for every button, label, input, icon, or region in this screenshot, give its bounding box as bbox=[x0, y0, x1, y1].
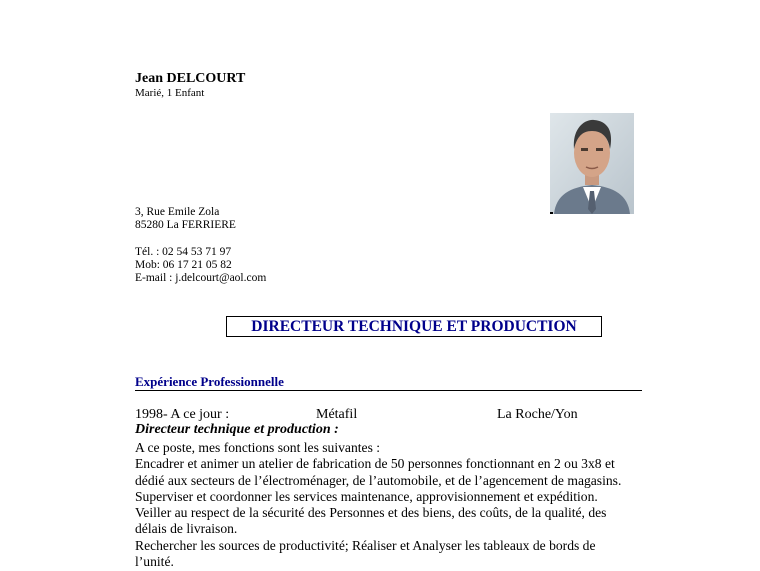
mobile: Mob: 06 17 21 05 82 bbox=[135, 259, 232, 271]
description-line: Rechercher les sources de productivité; Réaliser et Analyser les tableaux de bords de bbox=[135, 537, 596, 553]
marital-status: Marié, 1 Enfant bbox=[135, 87, 205, 99]
portrait-photo bbox=[550, 113, 634, 214]
description-line: Veiller au respect de la sécurité des Personnes et des biens, des coûts, de la qualité, des bbox=[135, 505, 607, 521]
section-title-experience: Expérience Professionnelle bbox=[135, 374, 284, 389]
description-line: délais de livraison. bbox=[135, 521, 238, 537]
experience-location: La Roche/Yon bbox=[497, 407, 578, 422]
email: E-mail : j.delcourt@aol.com bbox=[135, 272, 267, 284]
description-line: A ce poste, mes fonctions sont les suivantes : bbox=[135, 440, 381, 455]
address-street: 3, Rue Emile Zola bbox=[135, 206, 220, 218]
description-line: l’unité. bbox=[135, 554, 174, 570]
experience-position: Directeur technique et production : bbox=[135, 422, 339, 437]
section-divider bbox=[135, 390, 642, 391]
candidate-name: Jean DELCOURT bbox=[135, 71, 246, 86]
experience-period: 1998- A ce jour : bbox=[135, 407, 230, 422]
description-line: dédié aux secteurs de l’électroménager, de l’automobile, et de l’agencement de magasins. bbox=[135, 472, 622, 488]
experience-description bbox=[135, 440, 645, 570]
description-line: Encadrer et animer un atelier de fabrication de 50 personnes fonctionnant en 2 ou 3x8 et bbox=[135, 456, 615, 472]
experience-company: Métafil bbox=[316, 407, 358, 422]
job-title-banner: DIRECTEUR TECHNIQUE ET PRODUCTION bbox=[226, 316, 602, 337]
phone: Tél. : 02 54 53 71 97 bbox=[135, 246, 232, 258]
description-line: Superviser et coordonner les services maintenance, approvisionnement et expédition. bbox=[135, 488, 598, 504]
address-city: 85280 La FERRIERE bbox=[135, 219, 236, 231]
